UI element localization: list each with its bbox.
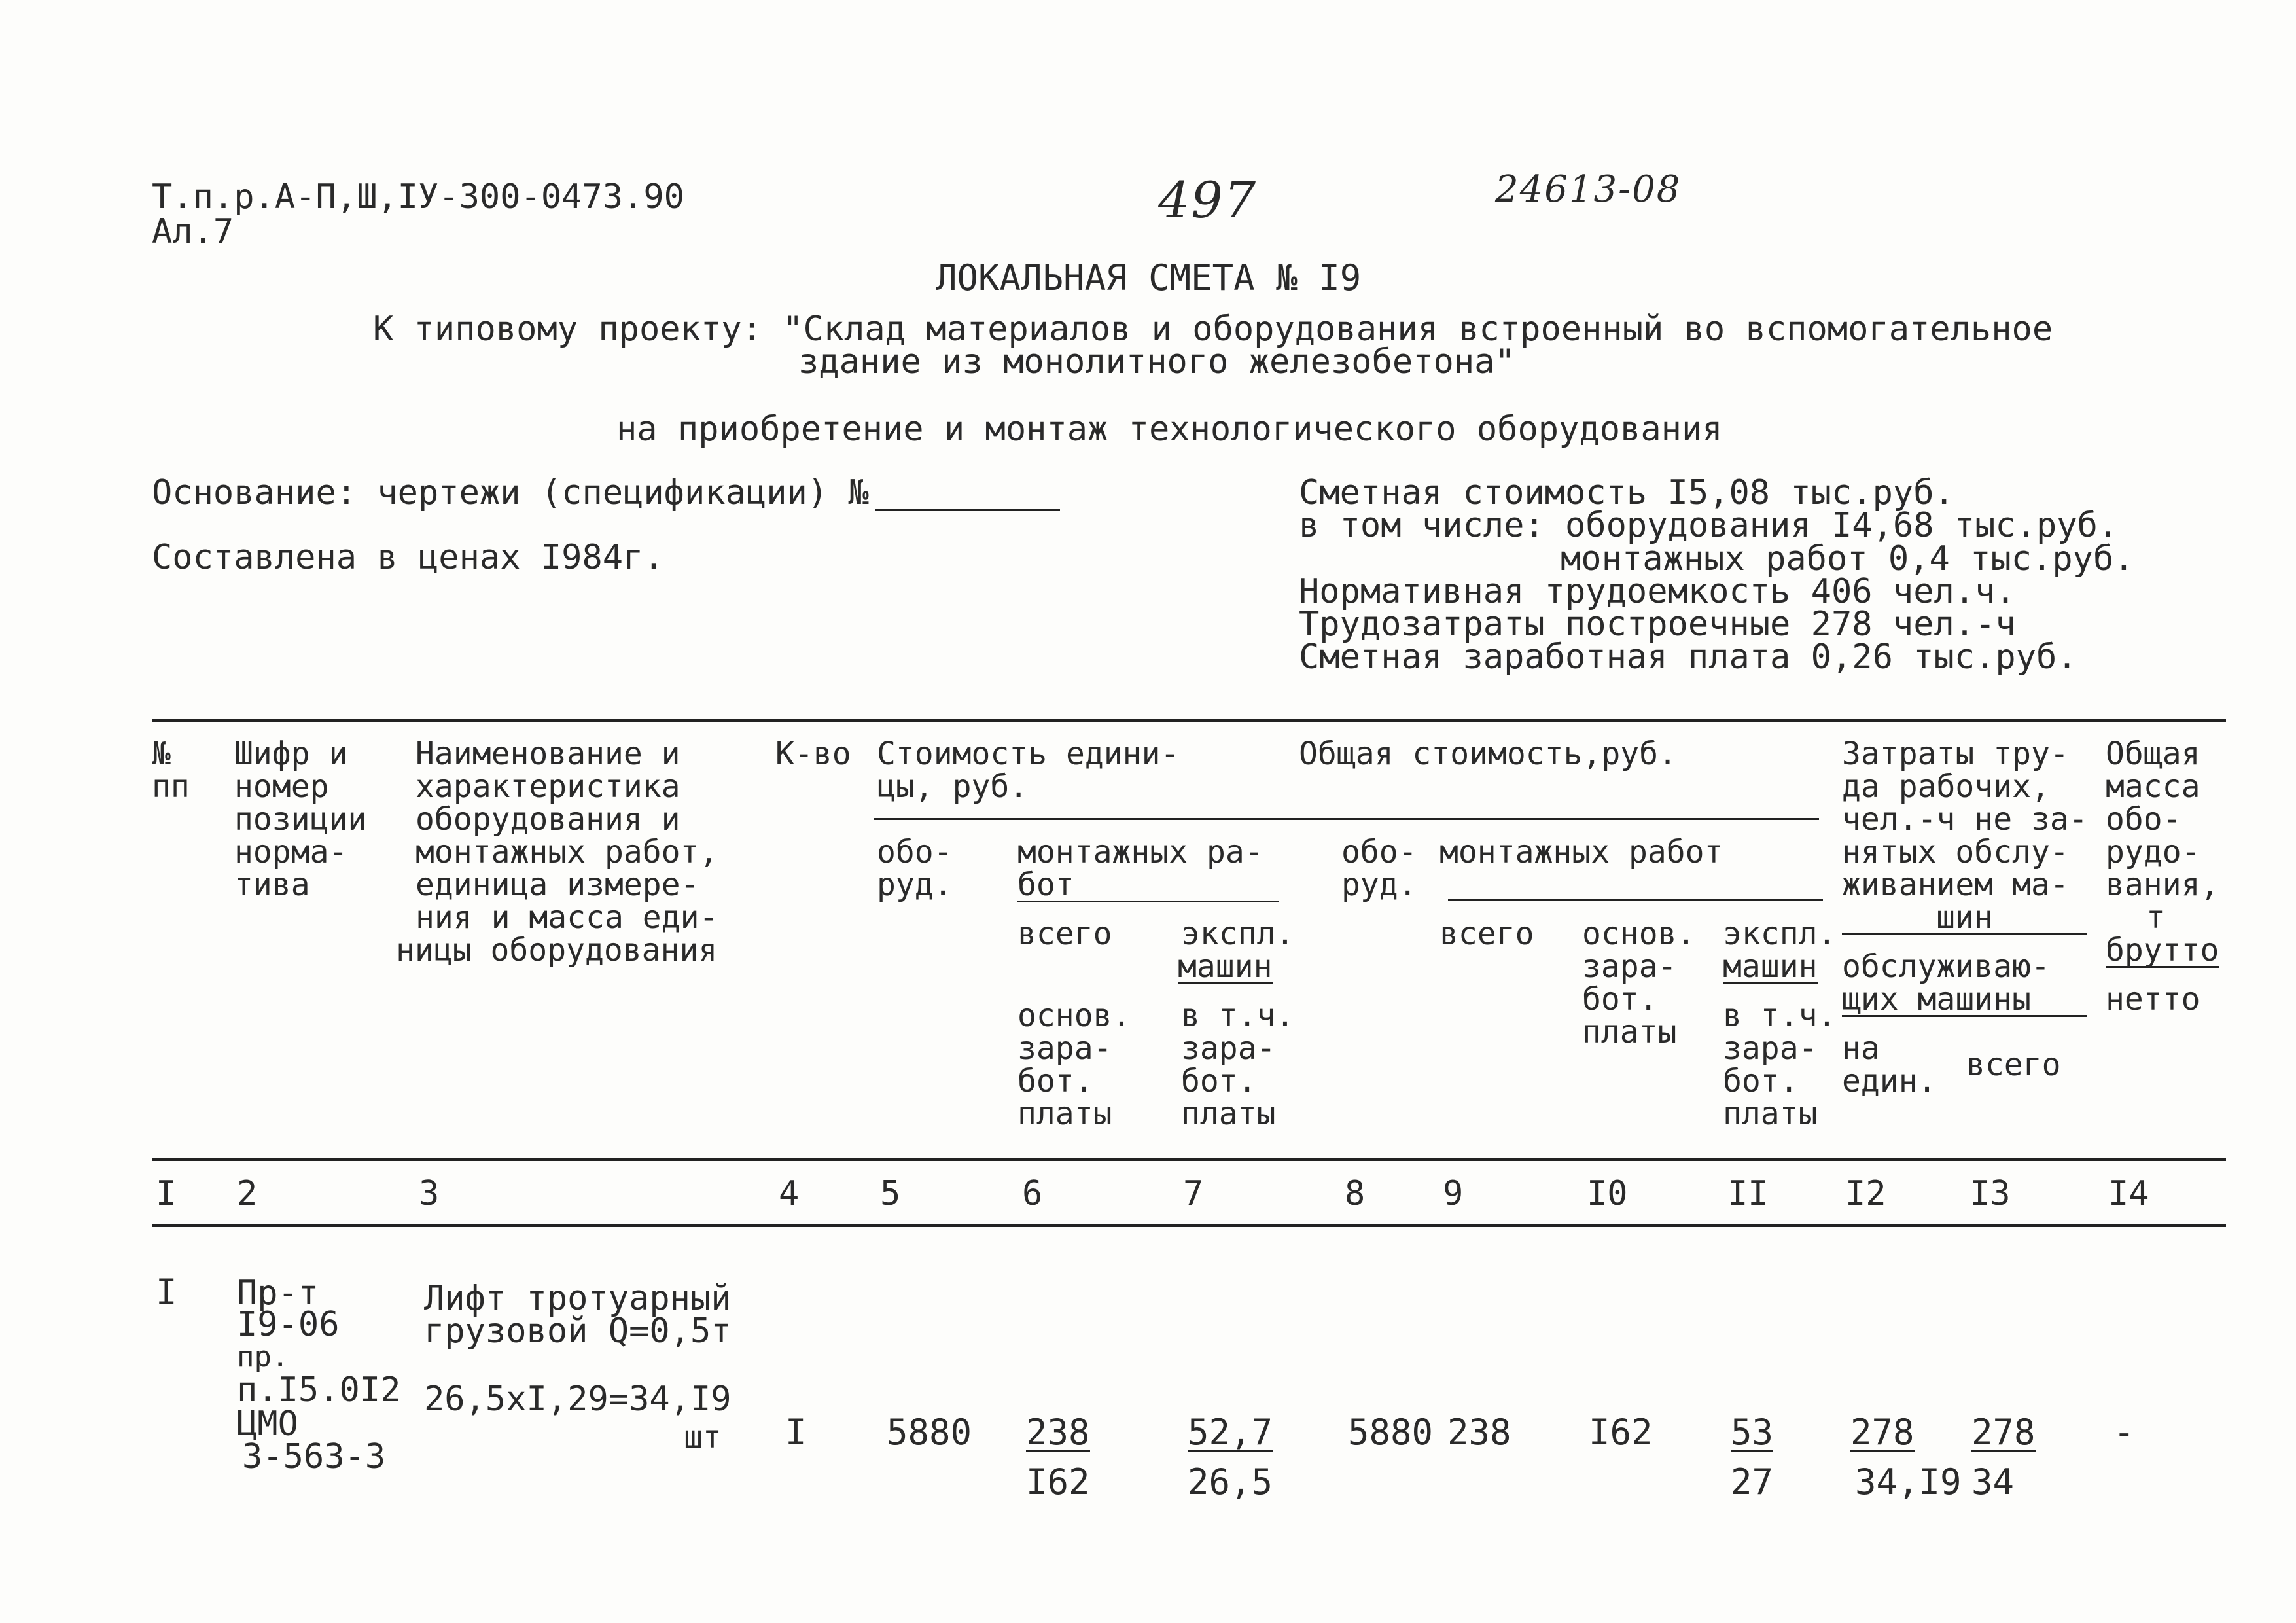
row-tot-mach-wage: 27 [1731, 1461, 1774, 1503]
header-name: монтажных работ, [415, 834, 718, 870]
header-tot-mach: машин [1723, 948, 1818, 985]
row-code: 3-563-3 [242, 1437, 386, 1476]
column-number: 4 [779, 1174, 800, 1213]
header-qty: К-во [775, 736, 851, 772]
column-number: 8 [1345, 1174, 1366, 1213]
header-unit-mount: монтажных ра- [1017, 834, 1263, 870]
row-code: пр. [237, 1340, 289, 1374]
header-name: Наименование и [415, 736, 680, 772]
header-unit-incl: в т.ч. [1181, 997, 1295, 1034]
row-formula: 26,5хI,29=34,I9 [424, 1380, 732, 1419]
row-number: I [156, 1272, 177, 1313]
column-number: I [156, 1174, 177, 1213]
column-number: II [1727, 1174, 1769, 1213]
header-unit-mount: бот [1017, 869, 1279, 902]
header-tot-incl: в т.ч. [1723, 997, 1837, 1034]
mounting-subrule [1448, 899, 1823, 901]
header-tot-wage: бот. [1582, 981, 1658, 1018]
header-code: позиции [234, 801, 367, 838]
header-tot-equip: руд. [1341, 866, 1417, 903]
header-unit-equip: обо- [877, 834, 953, 870]
album-number: Ал.7 [152, 212, 234, 251]
column-numbers-rule [152, 1224, 2226, 1227]
row-mass: - [2113, 1412, 2135, 1453]
handwritten-number: 24613-08 [1495, 168, 1682, 211]
estimate-purpose: на приобретение и монтаж технологического оборудования [616, 410, 1723, 449]
row-code: ЦМО [237, 1404, 298, 1444]
row-code: п.I5.0I2 [237, 1370, 401, 1410]
row-labor-total: 278 [1971, 1412, 2036, 1453]
header-tot-mount: монтажных работ [1439, 834, 1723, 870]
column-number: I0 [1587, 1174, 1628, 1213]
row-unit-mount-total: 238 [1026, 1412, 1090, 1453]
header-tot-mach: экспл. [1723, 916, 1837, 952]
column-number: 2 [237, 1174, 258, 1213]
header-labor: чел.-ч не за- [1842, 801, 2088, 838]
row-unit-mach-wage: 26,5 [1188, 1461, 1273, 1503]
header-labor: Затраты тру- [1842, 736, 2069, 772]
column-number: 7 [1183, 1174, 1204, 1213]
row-tot-wage: I62 [1589, 1412, 1653, 1453]
header-mass: масса [2106, 768, 2200, 805]
header-tot-incl: бот. [1723, 1063, 1799, 1099]
header-code: номер [234, 768, 329, 805]
cost-mounting: монтажных работ 0,4 тыс.руб. [1561, 539, 2134, 579]
row-qty: I [785, 1412, 807, 1453]
header-mass: т [2146, 899, 2165, 936]
basis-blank-line [875, 509, 1060, 511]
row-code: Пр-т [237, 1274, 319, 1313]
column-number: 6 [1022, 1174, 1043, 1213]
header-labor-serv: щих машины [1842, 984, 2087, 1017]
header-unit-incl: платы [1181, 1096, 1276, 1132]
row-labor-unit-serv: 34,I9 [1855, 1461, 1962, 1503]
header-labor: нятых обслу- [1842, 834, 2069, 870]
header-code: тива [234, 866, 310, 903]
construction-labor: Трудозатраты построечные 278 чел.-ч [1299, 605, 2016, 644]
estimated-cost: Сметная стоимость I5,08 тыс.руб. [1299, 473, 1954, 512]
row-tot-equip: 5880 [1348, 1412, 1434, 1453]
row-item-name: Лифт тротуарный [424, 1279, 732, 1318]
header-unit-wage: платы [1017, 1096, 1112, 1132]
header-labor: да рабочих, [1842, 768, 2050, 805]
page-number: 497 [1158, 171, 1258, 229]
header-labor-total: всего [1966, 1046, 2061, 1083]
header-labor: шин [1842, 902, 2087, 935]
header-name: ния и масса еди- [415, 899, 718, 936]
table-top-rule [152, 719, 2226, 722]
header-labor-unit: един. [1842, 1063, 1937, 1099]
header-unit-cost: цы, руб. [877, 768, 1029, 805]
header-unit-wage: основ. [1017, 997, 1131, 1034]
header-mass: обо- [2106, 801, 2181, 838]
header-code: Шифр и [234, 736, 348, 772]
row-item-name: грузовой Q=0,5т [424, 1311, 732, 1351]
row-labor-unit: 278 [1850, 1412, 1915, 1453]
header-mass-gross: брутто [2106, 932, 2219, 969]
header-tot-equip: обо- [1341, 834, 1417, 870]
normative-labor: Нормативная трудоемкость 406 чел.ч. [1299, 572, 2016, 611]
header-name: ницы оборудования [396, 932, 718, 969]
row-unit-mount-wage: I62 [1026, 1461, 1090, 1503]
header-unit-cost: Стоимость едини- [877, 736, 1180, 772]
header-tot-wage: платы [1582, 1014, 1677, 1050]
estimate-title: ЛОКАЛЬНАЯ СМЕТА № I9 [936, 257, 1362, 298]
project-line-2: здание из монолитного железобетона" [798, 342, 1515, 382]
cost-equipment: в том числе: оборудования I4,68 тыс.руб. [1299, 506, 2119, 545]
column-number: 9 [1443, 1174, 1464, 1213]
header-mass: рудо- [2106, 834, 2200, 870]
row-labor-total-serv: 34 [1971, 1461, 2015, 1503]
header-tot-wage: основ. [1582, 916, 1696, 952]
header-mass: Общая [2106, 736, 2200, 772]
header-mass-net: нетто [2106, 981, 2200, 1018]
row-code: I9-06 [237, 1305, 340, 1344]
column-number: I2 [1845, 1174, 1886, 1213]
column-number: I4 [2108, 1174, 2149, 1213]
header-unit-mach: машин [1178, 948, 1273, 985]
header-tot-incl: платы [1723, 1096, 1818, 1132]
document-code: Т.п.р.А-П,Ш,IУ-300-0473.90 [152, 177, 684, 217]
header-unit-equip: руд. [877, 866, 953, 903]
header-mass: вания, [2106, 866, 2219, 903]
header-unit-wage: зара- [1017, 1030, 1112, 1067]
header-labor-serv: обслуживаю- [1842, 948, 2050, 985]
header-tot-incl: зара- [1723, 1030, 1818, 1067]
header-labor: живанием ма- [1842, 866, 2069, 903]
header-unit-incl: бот. [1181, 1063, 1257, 1099]
row-unit-mach: 52,7 [1188, 1412, 1273, 1453]
header-num: № [152, 736, 171, 772]
column-number: 3 [419, 1174, 440, 1213]
header-tot-wage: зара- [1582, 948, 1677, 985]
header-tot-total: всего [1439, 916, 1534, 952]
project-line-1: К типовому проекту: "Склад материалов и оборудования встроенный во вспомогательное [373, 310, 2053, 349]
price-level: Составлена в ценах I984г. [152, 538, 664, 577]
estimated-wages: Сметная заработная плата 0,26 тыс.руб. [1299, 637, 2077, 677]
header-name: характеристика [415, 768, 680, 805]
row-unit-equip: 5880 [887, 1412, 972, 1453]
header-code: норма- [234, 834, 348, 870]
header-unit-incl: зара- [1181, 1030, 1276, 1067]
header-num: пп [152, 768, 190, 805]
header-total-cost: Общая стоимость,руб. [1299, 736, 1677, 772]
column-number: 5 [880, 1174, 901, 1213]
row-tot-mach: 53 [1731, 1412, 1774, 1453]
header-unit-mach: экспл. [1181, 916, 1295, 952]
header-unit-total: всего [1017, 916, 1112, 952]
header-name: единица измере- [415, 866, 699, 903]
table-head-subrule [874, 818, 1819, 820]
header-labor-unit: на [1842, 1030, 1880, 1067]
header-name: оборудования и [415, 801, 680, 838]
column-number: I3 [1969, 1174, 2011, 1213]
table-head-bottom-rule [152, 1158, 2226, 1161]
header-unit-wage: бот. [1017, 1063, 1093, 1099]
basis-label: Основание: чертежи (спецификации) № [152, 473, 869, 512]
row-unit: шт [684, 1419, 722, 1455]
row-tot-mount-total: 238 [1447, 1412, 1511, 1453]
